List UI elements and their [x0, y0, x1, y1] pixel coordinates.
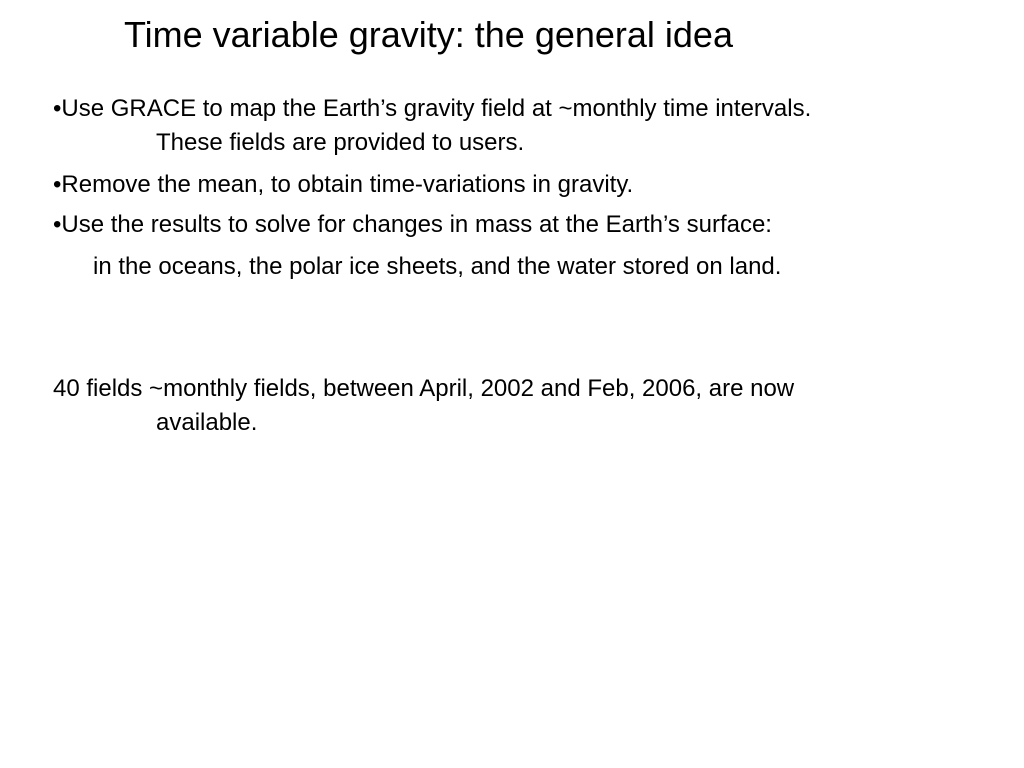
bullet-line: •Use the results to solve for changes in mass at the Earth’s surface: — [53, 211, 772, 238]
slide-title: Time variable gravity: the general idea — [124, 14, 733, 55]
bullet-line: •Use GRACE to map the Earth’s gravity field at ~monthly time intervals. — [53, 95, 812, 122]
availability-note — [53, 372, 794, 440]
bullet-remove-mean — [53, 168, 633, 202]
bullet-continuation: These fields are provided to users. — [156, 129, 525, 156]
bullet-line: •Remove the mean, to obtain time-variations in gravity. — [53, 171, 634, 198]
note-line: 40 fields ~monthly fields, between April, 2002 and Feb, 2006, are now — [53, 375, 795, 402]
note-continuation: available. — [156, 409, 258, 436]
bullet-grace-mapping — [53, 92, 811, 160]
sub-line-text: in the oceans, the polar ice sheets, and the water stored on land. — [93, 253, 782, 280]
bullet-solve-mass — [53, 208, 772, 242]
sub-line-locations — [53, 250, 781, 284]
